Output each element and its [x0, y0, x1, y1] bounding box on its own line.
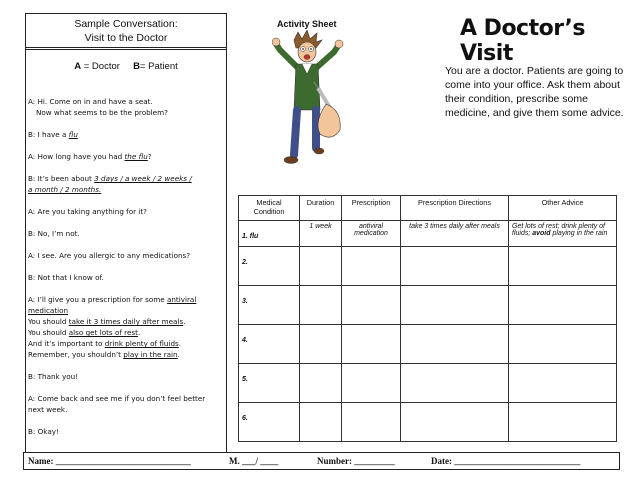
convo-line: next week.: [28, 405, 68, 414]
date-field[interactable]: Date: ____________________________: [431, 456, 581, 466]
scared-patient-illustration: [272, 30, 347, 170]
convo-line: B: I have a flu: [28, 130, 78, 139]
convo-line: medication: [28, 306, 69, 315]
col-prescription: Prescription: [342, 196, 401, 221]
name-field[interactable]: Name: ______________________________: [28, 456, 191, 466]
convo-line: And it’s important to drink plenty of fluids.: [28, 339, 182, 348]
convo-line: B: Not that I know of.: [28, 273, 104, 282]
convo-line: B: Thank you!: [28, 372, 79, 381]
table-row: [239, 325, 617, 364]
row-directions: take 3 times daily after meals: [401, 221, 509, 247]
col-prescription-directions: Prescription Directions: [401, 196, 509, 221]
convo-line: A: Are you taking anything for it?: [28, 207, 147, 216]
convo-line: You should also get lots of rest.: [28, 328, 141, 337]
row-number: 3.: [242, 298, 248, 305]
conversation: [28, 96, 224, 437]
number-field[interactable]: Number: _________: [317, 456, 395, 466]
row-advice: Get lots of rest; drink plenty of fluids; avoid playing in the rain: [509, 221, 617, 247]
table-row: [239, 247, 617, 286]
instructions-text: You are a doctor. Patients are going to come into your office. Ask them about their condition, prescribe some medicine, and give them some advice.: [445, 65, 624, 119]
speaker-legend: [26, 61, 226, 72]
convo-line: B: Okay!: [28, 427, 59, 436]
convo-line: B: No, I’m not.: [28, 229, 80, 238]
table-row: [239, 403, 617, 442]
row-number: 2.: [242, 259, 248, 266]
panel-title-line1: Sample Conversation:: [74, 18, 178, 30]
table-row: [239, 364, 617, 403]
table-row: [239, 221, 617, 247]
convo-line: You should take it 3 times daily after meals.: [28, 317, 186, 326]
panel-title-line2: Visit to the Doctor: [84, 32, 168, 44]
row-number: 5.: [242, 376, 248, 383]
convo-line: Now what seems to be the problem?: [36, 108, 168, 117]
row-number: 6.: [242, 415, 248, 422]
col-duration: Duration: [300, 196, 342, 221]
col-other-advice: Other Advice: [509, 196, 617, 221]
sample-conversation-panel: [25, 13, 227, 453]
legend-b-text: = Patient: [140, 61, 178, 72]
month-field[interactable]: M. ___/ ____: [229, 456, 279, 466]
student-info-footer: [23, 452, 620, 470]
legend-a-text: = Doctor: [81, 61, 120, 72]
convo-line: Remember, you shouldn’t play in the rain.: [28, 350, 180, 359]
convo-line: A: Come back and see me if you don’t feel better: [28, 394, 206, 403]
col-medical-condition: Medical Condition: [239, 196, 300, 221]
panel-title: [26, 14, 226, 50]
convo-line: A: I see. Are you allergic to any medications?: [28, 251, 191, 260]
activity-sheet-label: Activity Sheet: [277, 19, 337, 29]
row-number: 4.: [242, 337, 248, 344]
convo-line: B: It’s been about 3 days / a week / 2 weeks /: [28, 174, 192, 183]
convo-line: a month / 2 months.: [28, 185, 102, 194]
page-title: A Doctor’s Visit: [460, 16, 585, 66]
prescription-table: [238, 195, 617, 442]
row-condition: 1. flu: [242, 233, 259, 240]
convo-line: A: I’ll give you a prescription for some antiviral: [28, 295, 197, 304]
convo-line: A: How long have you had the flu?: [28, 152, 152, 161]
table-row: [239, 286, 617, 325]
legend-a: A: [74, 61, 82, 72]
row-duration: 1 week: [300, 221, 342, 247]
convo-line: A: Hi. Come on in and have a seat.: [28, 97, 153, 106]
row-prescription: antiviral medication: [342, 221, 401, 247]
table-header-row: [239, 196, 617, 221]
legend-b: B: [133, 61, 140, 72]
